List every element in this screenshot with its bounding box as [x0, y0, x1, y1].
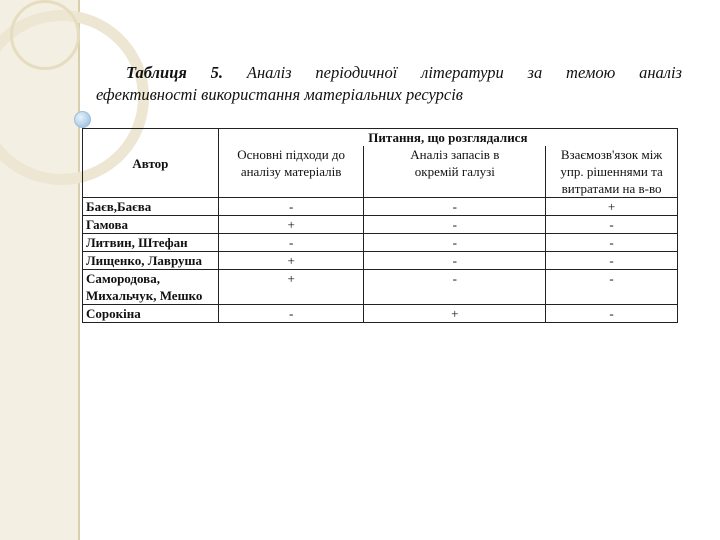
caption-title-part-1: Аналіз періодичної літератури за темою аналіз	[223, 63, 682, 82]
mark-cell: -	[218, 234, 364, 252]
mark-cell: +	[218, 270, 364, 305]
table-row	[83, 216, 678, 234]
mark-cell: -	[218, 305, 364, 323]
mark-cell: -	[364, 234, 546, 252]
table-row	[83, 252, 678, 270]
mark-cell: +	[218, 252, 364, 270]
mark-cell: +	[364, 305, 546, 323]
literature-analysis-table	[82, 128, 678, 323]
table-caption	[96, 62, 682, 106]
mark-cell: -	[218, 198, 364, 216]
mark-cell: -	[546, 216, 678, 234]
mark-cell: -	[546, 252, 678, 270]
questions-group-header: Питання, що розглядалися	[218, 129, 677, 147]
column-header-approaches: Основні підходи до аналізу матеріалів	[218, 146, 364, 198]
caption-table-number: Таблиця 5.	[126, 63, 224, 82]
author-cell: Лищенко, Лавруша	[83, 252, 219, 270]
author-cell: Самородова, Михальчук, Мешко	[83, 270, 219, 305]
caption-line-1	[96, 62, 682, 84]
mark-cell: -	[364, 216, 546, 234]
column-header-decisions-costs: Взаємозв'язок між упр. рішеннями та витратами на в-во	[546, 146, 678, 198]
author-cell: Гамова	[83, 216, 219, 234]
table-row	[83, 305, 678, 323]
author-column-header: Автор	[83, 129, 219, 198]
mark-cell: -	[546, 270, 678, 305]
caption-title-part-2: ефективності використання матеріальних ресурсів	[96, 85, 463, 104]
mark-cell: -	[364, 198, 546, 216]
table-row	[83, 234, 678, 252]
mark-cell: +	[218, 216, 364, 234]
table-row	[83, 198, 678, 216]
mark-cell: -	[364, 270, 546, 305]
mark-cell: -	[546, 305, 678, 323]
author-cell: Сорокіна	[83, 305, 219, 323]
decorative-bullet-dot	[74, 111, 91, 128]
mark-cell: -	[546, 234, 678, 252]
column-header-inventory: Аналіз запасів в окремій галузі	[364, 146, 546, 198]
mark-cell: -	[364, 252, 546, 270]
author-cell: Литвин, Штефан	[83, 234, 219, 252]
mark-cell: +	[546, 198, 678, 216]
table-row	[83, 270, 678, 305]
author-cell: Баєв,Баєва	[83, 198, 219, 216]
decorative-ring-small	[10, 0, 80, 70]
